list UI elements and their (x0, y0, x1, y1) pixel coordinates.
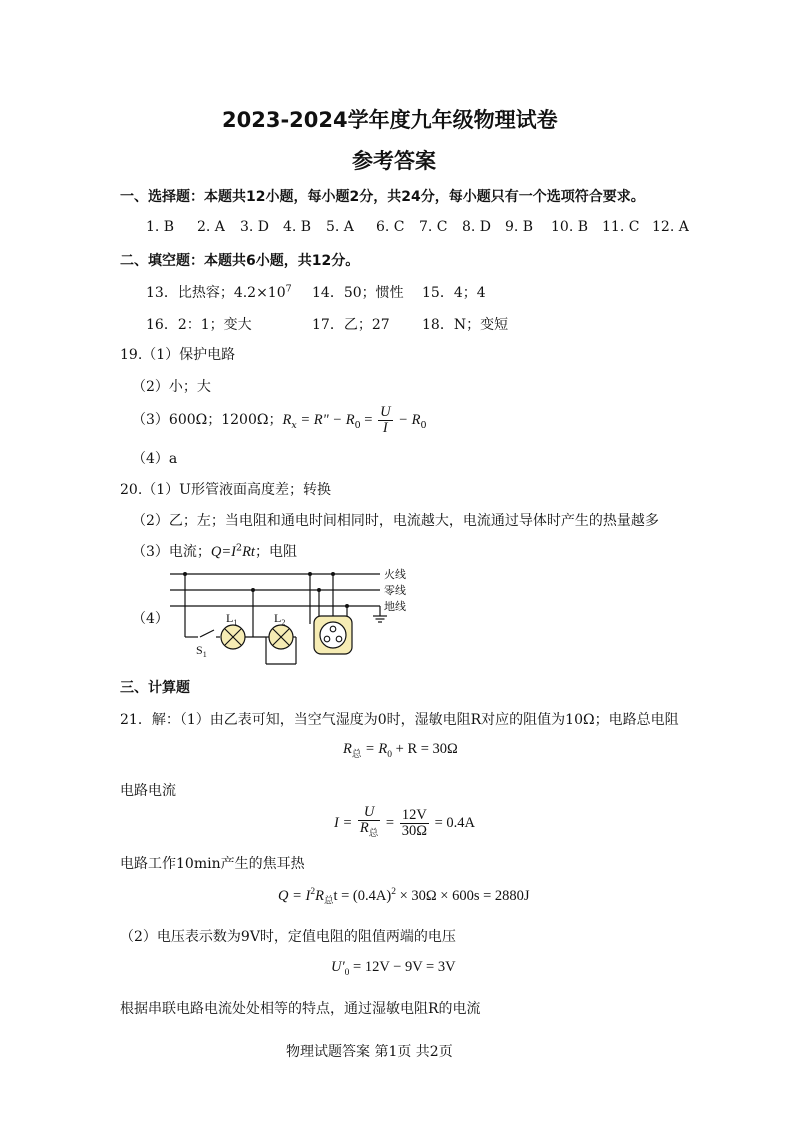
q21-eq2-num: U (358, 805, 380, 821)
q20-formula-sup: 2 (236, 542, 243, 554)
answer-5: 5. A (326, 219, 354, 235)
q21-eq1-sub: 总 (351, 749, 362, 760)
q21-part2: （2）电压表示数为9V时，定值电阻的阻值两端的电压 (120, 929, 456, 945)
q20-part3 (132, 541, 297, 561)
q21-label-heat: 电路工作10min产生的焦耳热 (120, 856, 305, 872)
label-l2 (274, 611, 285, 627)
label-l2-letter: L (274, 611, 282, 625)
q19-eq-tail: − R (394, 412, 421, 428)
q21-eq3-sup2: 2 (391, 887, 396, 897)
q21-eq2-result: = 0.4A (430, 815, 475, 831)
q21-eq2-fraction1 (358, 805, 380, 842)
q21-eq3-a: Q = I (278, 887, 311, 904)
q21-eq3-c: t = (0.4A) (333, 887, 392, 904)
q19-fraction (378, 405, 392, 436)
q21-eq4-rest: = 12V − 9V = 3V (349, 959, 456, 975)
q21-eq3-sup: 2 (310, 887, 316, 897)
q20-part3-b: ；电阻 (254, 544, 297, 560)
q21-eq1-a: = R (361, 741, 388, 757)
q21-eq2-den-sub: 总 (368, 829, 379, 840)
q21-eq3-b: R (315, 887, 324, 904)
fill-answer-13 (146, 282, 292, 302)
answer-4: 4. B (283, 219, 312, 235)
q19-part1 (120, 344, 235, 364)
q21-equation-voltage (331, 959, 456, 978)
label-l1 (226, 611, 237, 627)
q20-part4-label: （4） (132, 611, 169, 627)
section2-heading: 二、填空题：本题共6小题，共12分。 (120, 253, 360, 269)
fill-answer-18: 18．N；变短 (422, 317, 509, 333)
answer-1: 1. B (146, 219, 175, 235)
q21-equation-heat (278, 887, 530, 907)
fill-answer-17: 17．乙；27 (312, 317, 390, 333)
q21-eq2-i: I = (334, 815, 356, 831)
q21-label-current: 电路电流 (120, 783, 176, 799)
q20-formula-q: Q=I (210, 544, 237, 560)
lamp-l2 (269, 625, 293, 649)
label-neutral: 零线 (384, 585, 406, 597)
q19-fraction-numerator: U (380, 403, 391, 420)
answer-9: 9. B (505, 219, 534, 235)
household-circuit-diagram (168, 566, 428, 666)
q21-equation-current (334, 805, 475, 841)
q21-eq2-den (358, 821, 380, 842)
fill-answer-13-exponent: 7 (285, 283, 292, 295)
q19-eq-equals: = (360, 412, 377, 428)
q20-part2: （2）乙；左；当电阻和通电时间相同时，电流越大，电流通过导体时产生的热量越多 (132, 513, 659, 529)
three-hole-socket (314, 616, 352, 654)
answer-12: 12. A (652, 219, 689, 235)
q21-eq4-sub: 0 (344, 967, 350, 978)
fill-answer-13-text: 13．比热容；4.2×10 (146, 285, 286, 301)
label-l1-sub: 1 (233, 618, 238, 627)
q19-part1-text: （1）保护电路 (142, 347, 236, 363)
q20-formula-rt: Rt (242, 544, 255, 560)
q20-part1-text: （1）U形管液面高度差；转换 (142, 482, 331, 498)
q21-eq2-eq: = (382, 815, 398, 831)
answer-10: 10. B (551, 219, 589, 235)
label-ground: 地线 (384, 601, 406, 613)
answer-3: 3. D (240, 219, 270, 235)
label-l1-letter: L (226, 611, 234, 625)
answer-11: 11. C (602, 219, 640, 235)
q21-eq2-den-r: R (359, 820, 369, 837)
q19-part3-prefix: （3）600Ω；1200Ω； (132, 412, 283, 428)
label-s1-sub: 1 (202, 650, 207, 659)
q19-fraction-denominator: I (382, 419, 388, 436)
section1-heading: 一、选择题：本题共12小题，每小题2分，共24分，每小题只有一个选项符合要求。 (120, 189, 645, 205)
q19-r0-sub: 0 (354, 419, 361, 431)
answer-2: 2. A (197, 219, 225, 235)
label-l2-sub: 2 (281, 618, 286, 627)
q19-tail-sub: 0 (420, 419, 427, 431)
page-title: 2023-2024学年度九年级物理试卷 (222, 108, 558, 132)
answer-7: 7. C (419, 219, 448, 235)
q19-part3 (132, 403, 427, 437)
q21-intro: 21．解：（1）由乙表可知，当空气湿度为0时，湿敏电阻R对应的阻值为10Ω；电路总电阻 (120, 712, 679, 728)
label-live: 火线 (384, 569, 406, 581)
q21-eq3-d: × 30Ω × 600s = 2880J (395, 887, 530, 904)
label-s1-letter: S (196, 643, 203, 657)
q20-part1 (120, 479, 331, 499)
q21-eq3-sub: 总 (323, 896, 334, 907)
q19-part2: （2）小；大 (132, 379, 211, 395)
page-footer: 物理试题答案 第1页 共2页 (286, 1044, 453, 1060)
fill-answer-14: 14．50；惯性 (312, 285, 404, 301)
q21-eq2-fraction2 (400, 808, 429, 839)
q21-eq4-u: U′ (331, 959, 345, 975)
q19-part4: （4）a (132, 451, 178, 467)
fill-answer-16: 16．2：1；变大 (146, 317, 252, 333)
q21-eq2-num2: 12V (400, 808, 429, 824)
q19-rx-sub: x (291, 419, 297, 431)
q21-eq1-r: R (343, 741, 352, 757)
q20-part3-a: （3）电流； (132, 544, 211, 560)
page-subtitle: 参考答案 (352, 149, 436, 173)
section3-heading: 三、计算题 (120, 680, 190, 696)
q21-equation-total-resistance (343, 741, 458, 760)
q21-eq2-den2: 30Ω (401, 823, 427, 840)
answer-8: 8. D (462, 219, 492, 235)
q19-rx-symbol: R (282, 412, 292, 428)
fill-answer-15: 15．4；4 (422, 285, 486, 301)
q21-part3: 根据串联电路电流处处相等的特点，通过湿敏电阻R的电流 (120, 1001, 481, 1017)
label-s1 (196, 643, 207, 659)
lamp-l1 (221, 625, 245, 649)
q19-eq-part1: = R" − R (296, 412, 355, 428)
answer-6: 6. C (376, 219, 405, 235)
q21-eq1-sub0: 0 (387, 749, 393, 760)
switch-s1 (200, 630, 214, 637)
q20-number: 20. (120, 482, 143, 498)
q19-number: 19. (120, 347, 143, 363)
q21-eq1-b: + R = 30Ω (392, 741, 458, 757)
